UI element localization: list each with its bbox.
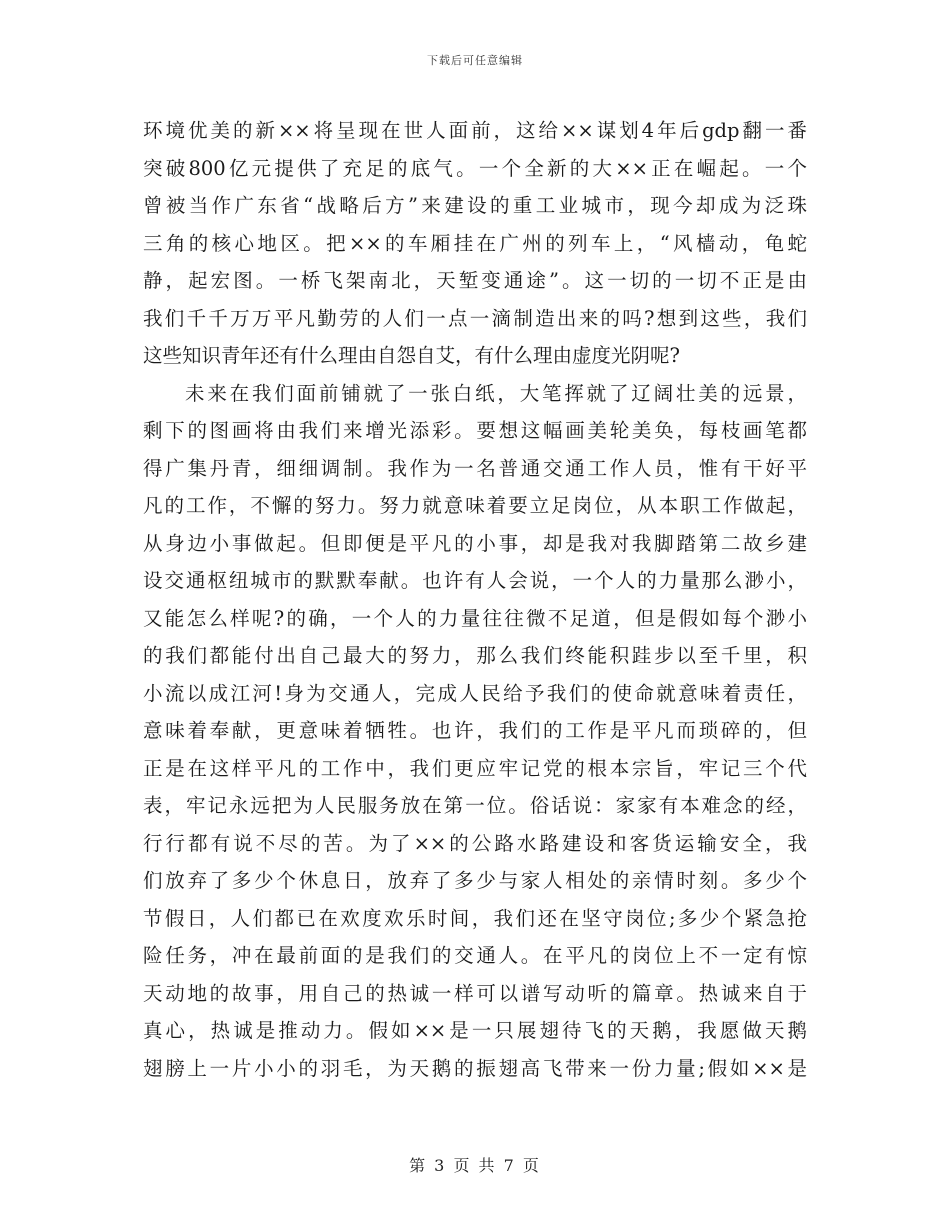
text-line: 们放弃了多少个休息日，放弃了多少与家人相处的亲情时刻。多少个 [143, 869, 807, 892]
text-line: 小流以成江河!身为交通人，完成人民给予我们的使命就意味着责任， [143, 681, 807, 705]
text-line: 设交通枢纽城市的默默奉献。也许有人会说，一个人的力量那么渺小， [143, 569, 807, 592]
text-line: 环境优美的新××将呈现在世人面前，这给××谋划4年后gdp翻一番 [143, 119, 807, 142]
text-line: 突破800亿元提供了充足的底气。一个全新的大××正在崛起。一个 [143, 156, 807, 180]
text-line: 曾被当作广东省“战略后方”来建设的重工业城市，现今却成为泛珠 [143, 194, 807, 217]
text-line: 静，起宏图。一桥飞架南北，天堑变通途”。这一切的一切不正是由 [143, 269, 807, 292]
text-line: 行行都有说不尽的苦。为了××的公路水路建设和客货运输安全，我 [143, 831, 807, 855]
text-line: 意味着奉献，更意味着牺牲。也许，我们的工作是平凡而琐碎的，但 [143, 719, 807, 742]
text-line: 这些知识青年还有什么理由自怨自艾，有什么理由虚度光阴呢? [143, 344, 680, 367]
page-header: 下载后可任意编辑 [427, 54, 523, 67]
text-line: 真心，热诚是推动力。假如××是一只展翅待飞的天鹅，我愿做天鹅 [143, 1019, 807, 1042]
text-line: 剩下的图画将由我们来增光添彩。要想这幅画美轮美奂，每枝画笔都 [143, 419, 807, 442]
text-line: 又能怎么样呢?的确，一个人的力量往往微不足道，但是假如每个渺小 [143, 606, 807, 630]
document-body [143, 112, 807, 1087]
text-line: 从身边小事做起。但即便是平凡的小事，却是我对我脚踏第二故乡建 [143, 531, 807, 555]
text-line: 我们千千万万平凡勤劳的人们一点一滴制造出来的吗?想到这些，我们 [143, 306, 807, 330]
paragraph-1 [143, 112, 807, 375]
text-line: 的我们都能付出自己最大的努力，那么我们终能积跬步以至千里，积 [143, 644, 807, 667]
text-line: 翅膀上一片小小的羽毛，为天鹅的振翅高飞带来一份力量;假如××是 [143, 1056, 807, 1080]
text-line: 节假日，人们都已在欢度欢乐时间，我们还在坚守岗位;多少个紧急抢 [143, 906, 807, 930]
text-line: 天动地的故事，用自己的热诚一样可以谱写动听的篇章。热诚来自于 [143, 981, 807, 1005]
page-number: 第 3 页 共 7 页 [409, 1156, 541, 1175]
text-line: 险任务，冲在最前面的是我们的交通人。在平凡的岗位上不一定有惊 [143, 944, 807, 967]
text-line: 凡的工作，不懈的努力。努力就意味着要立足岗位，从本职工作做起， [143, 494, 807, 517]
text-line: 正是在这样平凡的工作中，我们更应牢记党的根本宗旨，牢记三个代 [143, 756, 807, 780]
text-line: 表，牢记永远把为人民服务放在第一位。俗话说：家家有本难念的经， [143, 794, 807, 817]
paragraph-2 [143, 375, 807, 1088]
text-line: 未来在我们面前铺就了一张白纸，大笔挥就了辽阔壮美的远景， [185, 381, 807, 405]
text-line: 得广集丹青，细细调制。我作为一名普通交通工作人员，惟有干好平 [143, 456, 807, 480]
text-line: 三角的核心地区。把××的车厢挂在广州的列车上，“风樯动，龟蛇 [143, 231, 807, 255]
